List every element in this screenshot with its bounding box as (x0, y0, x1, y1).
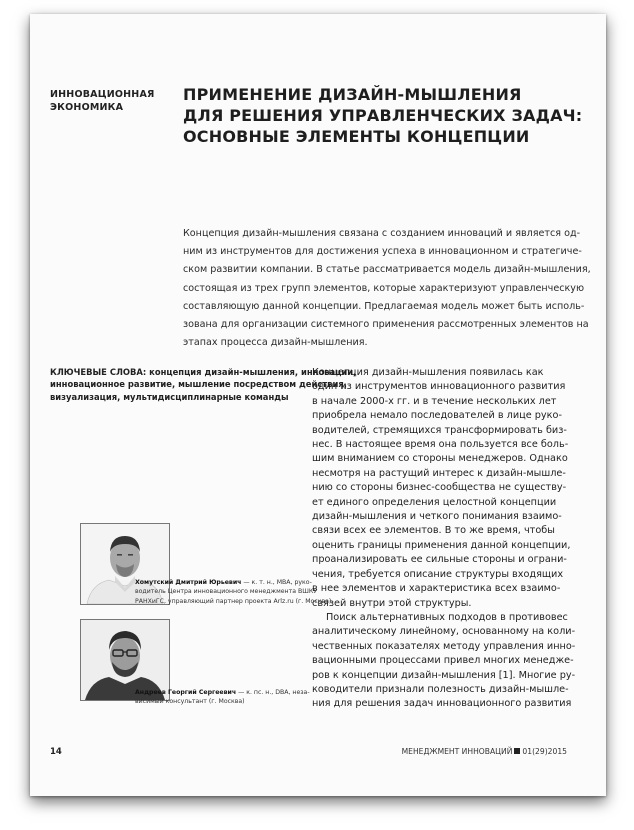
author-name: Андреев Георгий Сергеевич (135, 689, 237, 696)
body-line: чения, требуется описание структуры входящих (312, 568, 564, 580)
title-line: ПРИМЕНЕНИЕ ДИЗАЙН-МЫШЛЕНИЯ (183, 85, 522, 104)
abstract-line: составляющую данной концепции. Предлагаемая модель может быть исполь- (183, 300, 585, 312)
body-line: вационными процессами привел многих менедже- (312, 655, 574, 667)
abstract-line: этапах процесса дизайн-мышления. (183, 337, 368, 349)
keywords-line: инновационное развитие, мышление посредством действия, (50, 379, 347, 390)
journal-issue: 01(29)2015 (522, 747, 567, 756)
body-line: ководители признали полезность дизайн-мышле- (312, 683, 569, 695)
author-andreev (135, 688, 310, 707)
body-line: ния для решения задач инновационного развития (312, 698, 572, 710)
abstract-line: Концепция дизайн-мышления связана с созданием инноваций и является од- (183, 228, 581, 239)
author-credentials: РАНХиГС, управляющий партнер проекта Arlz.ru (г. Москва) (135, 597, 332, 605)
author-khomutsky (135, 578, 332, 606)
author-name: Хомутский Дмитрий Юрьевич (135, 579, 242, 586)
body-line: дизайн-мышления и четкого понимания взаимо- (312, 511, 562, 523)
abstract-line: ним из инструментов для достижения успеха в инновационном и стратегиче- (183, 246, 582, 258)
section-rubric (50, 88, 170, 114)
abstract-line: зована для организации системного применения рассмотренных элементов на (183, 319, 589, 331)
body-line: один из инструментов инновационного развития (312, 381, 566, 393)
body-line: нес. В настоящее время она пользуется все боль- (312, 439, 569, 451)
body-line: шим вниманием со стороны менеджеров. Однако (312, 453, 568, 465)
title-line: ОСНОВНЫЕ ЭЛЕМЕНТЫ КОНЦЕПЦИИ (183, 127, 530, 146)
keywords-block (50, 366, 357, 403)
body-line: аналитическому линейному, основанному на коли- (312, 626, 576, 638)
body-line: несмотря на растущий интерес к дизайн-мышле- (312, 467, 566, 479)
article-abstract (183, 225, 591, 352)
body-line: оценить границы применения данной концепции, (312, 539, 571, 551)
body-line: ров к концепции дизайн-мышления [1]. Многие ру- (312, 669, 576, 681)
title-line: ДЛЯ РЕШЕНИЯ УПРАВЛЕНЧЕСКИХ ЗАДАЧ: (183, 106, 583, 125)
body-line: чественных показателях методу управления инно- (312, 640, 576, 652)
body-line: проанализировать ее сильные стороны и ограни- (312, 554, 567, 566)
body-line: Концепция дизайн-мышления появилась как (312, 367, 544, 378)
journal-footer (402, 747, 567, 756)
abstract-line: состоящая из трех групп элементов, которые характеризуют управленческую (183, 282, 585, 294)
body-line: в начале 2000-х гг. и в течение нескольких лет (312, 395, 557, 407)
body-line: приобрела немало последователей в лице руко- (312, 410, 562, 422)
rubric-line: ИННОВАЦИОННАЯ (50, 89, 155, 100)
rubric-line: ЭКОНОМИКА (50, 102, 124, 113)
author-credentials: водитель Центра инновационного менеджмента ВШКУ (135, 588, 317, 596)
article-title (183, 84, 583, 147)
body-line: связей внутри этой структуры. (312, 597, 472, 609)
body-line: нию со стороны бизнес-сообщества не существу- (312, 482, 567, 494)
body-line: Поиск альтернативных подходов в противовес (326, 611, 568, 623)
body-line: водителей, стремящихся трансформировать биз- (312, 424, 567, 436)
author-credentials: — к. пс. н., DBA, неза- (236, 689, 310, 696)
page-number: 14 (50, 747, 62, 757)
abstract-line: ском развитии компании. В статье рассматривается модель дизайн-мышления, (183, 264, 591, 276)
author-credentials: — к. т. н., МВА, руко- (241, 579, 312, 586)
article-body (312, 366, 577, 712)
journal-name: МЕНЕДЖМЕНТ ИННОВАЦИЙ (401, 747, 513, 756)
author-credentials: висимый консультант (г. Москва) (135, 698, 245, 706)
body-line: связи всех ее элементов. В то же время, чтобы (312, 525, 555, 537)
keywords-line: КЛЮЧЕВЫЕ СЛОВА: концепция дизайн-мышления, инновации, (50, 367, 357, 377)
body-line: ет единого определения целостной концепции (312, 496, 557, 508)
square-bullet-icon (514, 748, 520, 754)
keywords-line: визуализация, мультидисциплинарные команды (50, 391, 289, 402)
body-line: в нее элементов и характеристика всех взаимо- (312, 583, 561, 595)
